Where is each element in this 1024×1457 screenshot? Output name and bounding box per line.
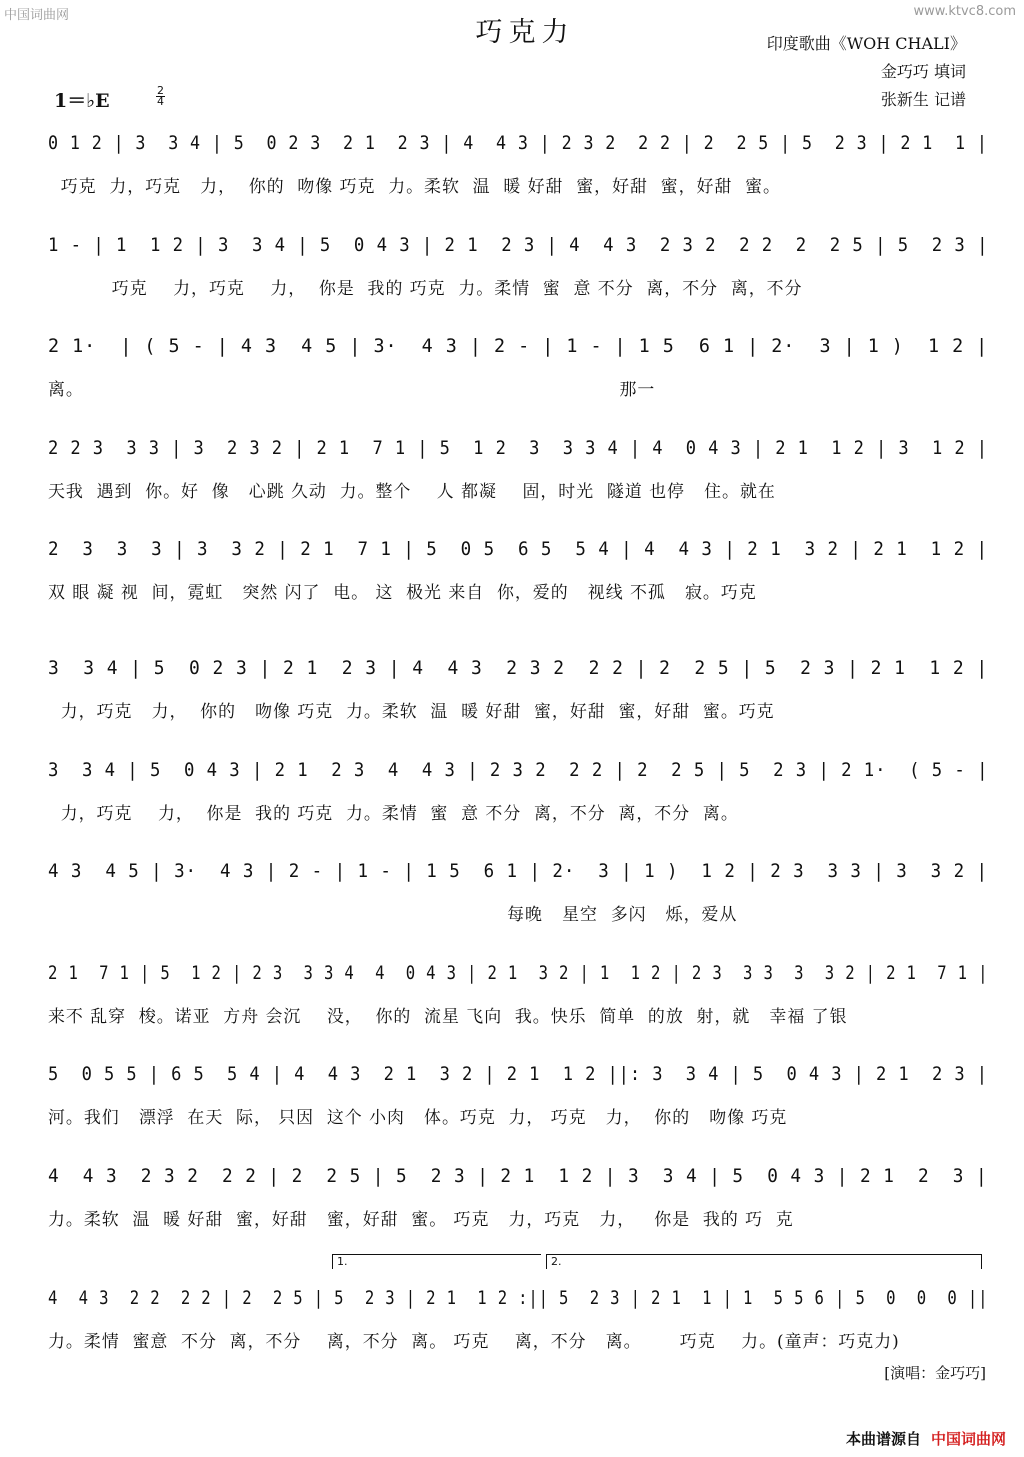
notation-text: 2 3 3 3 | 3 3 2 | 2 1 7 1 | 5 0 5 6 5 5 4 | 4 4 3 | 2 1 3 2 | 2 1 1 2 | (48, 538, 988, 560)
volta-second-ending (546, 1254, 982, 1269)
notation-line (48, 234, 992, 264)
time-signature-top: 2 (157, 84, 164, 97)
notation-text: 0 1 2 | 3 3 4 | 5 0 2 3 2 1 2 3 | 4 4 3 | 2 3 2 2 2 | 2 2 5 | 5 2 3 | 2 1 1 | (48, 132, 988, 154)
notation-text: 4 3 4 5 | 3· 4 3 | 2 - | 1 - | 1 5 6 1 | 2· 3 | 1 ) 1 2 | 2 3 3 3 | 3 3 2 | (48, 860, 988, 882)
notation-line (48, 437, 992, 467)
lyrics-line: 巧克 力，巧克 力， 你的 吻像 巧克 力。柔软 温 暖 好甜 蜜，好甜 蜜，好甜 蜜。 (48, 177, 781, 197)
notation-line (48, 1287, 992, 1317)
credit-origin: 印度歌曲《WOH CHALI》 (766, 34, 966, 53)
credit-transcriber: 张新生 记谱 (880, 90, 966, 109)
footer (846, 1428, 1006, 1449)
lyrics-line: 力。柔情 蜜意 不分 离，不分 离，不分 离。 巧克 离，不分 离。 巧克 力。(童声：巧克力) (48, 1332, 900, 1352)
lyrics-line: 河。我们 漂浮 在天 际， 只因 这个 小肉 体。巧克 力， 巧克 力， 你的 吻像 巧克 (48, 1108, 788, 1128)
notation-line (48, 860, 992, 890)
notation-text: 3 3 4 | 5 0 4 3 | 2 1 2 3 4 4 3 | 2 3 2 2 2 | 2 2 5 | 5 2 3 | 2 1· ( 5 - | (48, 759, 989, 781)
notation-text: 4 4 3 2 3 2 2 2 | 2 2 5 | 5 2 3 | 2 1 1 2 | 3 3 4 | 5 0 4 3 | 2 1 2 3 | (48, 1165, 988, 1187)
notation-line (48, 962, 992, 992)
notation-line (48, 759, 992, 789)
notation-text: 4 4 3 2 2 2 2 | 2 2 5 | 5 2 3 | 2 1 1 2 :|| 5 2 3 | 2 1 1 | 1 5 5 6 | 5 0 0 0 || (48, 1287, 989, 1309)
score-system (48, 538, 992, 628)
lyrics-line: 力，巧克 力， 你的 吻像 巧克 力。柔软 温 暖 好甜 蜜，好甜 蜜，好甜 蜜。巧克 (48, 702, 775, 722)
lyrics-line: 离。 那一 (48, 380, 656, 400)
notation-text: 5 0 5 5 | 6 5 5 4 | 4 4 3 2 1 3 2 | 2 1 1 2 ||: 3 3 4 | 5 0 4 3 | 2 1 2 3 | (48, 1063, 988, 1085)
lyrics-line: 每晚 星空 多闪 烁，爱从 (48, 905, 738, 925)
notation-text: 2 2 3 3 3 | 3 2 3 2 | 2 1 7 1 | 5 1 2 3 3 3 4 | 4 0 4 3 | 2 1 1 2 | 3 1 2 | (48, 437, 988, 459)
notation-text: 2 1 7 1 | 5 1 2 | 2 3 3 3 4 4 0 4 3 | 2 1 3 2 | 1 1 2 | 2 3 3 3 3 3 2 | 2 1 7 1 | (48, 962, 989, 984)
lyrics-line: 来不 乱穿 梭。诺亚 方舟 会沉 没， 你的 流星 飞向 我。快乐 简单 的放 射，就 幸福 了银 (48, 1007, 848, 1027)
score-system (48, 234, 992, 324)
time-signature (156, 86, 165, 107)
footer-brand[interactable]: 中国词曲网 (930, 1430, 1006, 1448)
lyrics-line: 天我 遇到 你。好 像 心跳 久动 力。整个 人 都凝 固，时光 隧道 也停 住。就在 (48, 482, 776, 502)
score-system (48, 1287, 992, 1377)
notation-text: 3 3 4 | 5 0 2 3 | 2 1 2 3 | 4 4 3 2 3 2 2 2 | 2 2 5 | 5 2 3 | 2 1 1 2 | (48, 657, 989, 679)
score-system (48, 759, 992, 849)
notation-line (48, 1063, 992, 1093)
credits (767, 30, 966, 114)
song-title: 巧克力 (475, 17, 575, 48)
footer-source: 本曲谱源自 (845, 1430, 921, 1448)
key-signature: 1＝♭E (54, 90, 110, 112)
watermark-right: www.ktvc8.com (913, 4, 1016, 19)
notation-line (48, 132, 992, 162)
lyrics-line: 双 眼 凝 视 间，霓虹 突然 闪了 电。 这 极光 来自 你，爱的 视线 不孤 寂。巧克 (48, 583, 757, 603)
volta-first-label: 1. (337, 1255, 348, 1268)
lyrics-line: 力，巧克 力， 你是 我的 巧克 力。柔情 蜜 意 不分 离，不分 离，不分 离。 (48, 804, 739, 824)
score-system (48, 335, 992, 425)
score-system (48, 132, 992, 222)
score-system (48, 860, 992, 950)
notation-line (48, 657, 992, 687)
notation-line (48, 1165, 992, 1195)
score-system (48, 1165, 992, 1255)
score-system (48, 437, 992, 527)
lyrics-line: 力。柔软 温 暖 好甜 蜜，好甜 蜜，好甜 蜜。 巧克 力，巧克 力， 你是 我的 巧 克 (48, 1210, 794, 1230)
time-signature-bottom: 4 (157, 95, 164, 108)
watermark-left: 中国词曲网 (4, 8, 70, 23)
notation-line (48, 335, 992, 365)
score-system (48, 657, 992, 747)
lyrics-line: 巧克 力，巧克 力， 你是 我的 巧克 力。柔情 蜜 意 不分 离，不分 离，不分 (48, 279, 803, 299)
notation-text: 2 1· | ( 5 - | 4 3 4 5 | 3· 4 3 | 2 - | 1 - | 1 5 6 1 | 2· 3 | 1 ) 1 2 | (48, 335, 989, 357)
score-system (48, 962, 992, 1052)
notation-line (48, 538, 992, 568)
notation-text: 1 - | 1 1 2 | 3 3 4 | 5 0 4 3 | 2 1 2 3 | 4 4 3 2 3 2 2 2 2 2 5 | 5 2 3 | (48, 234, 989, 256)
volta-first-ending (332, 1254, 541, 1269)
performer-credit: [演唱：金巧巧] (884, 1364, 986, 1382)
score-system (48, 1063, 992, 1153)
volta-second-label: 2. (551, 1255, 562, 1268)
credit-lyricist: 金巧巧 填词 (880, 62, 966, 81)
